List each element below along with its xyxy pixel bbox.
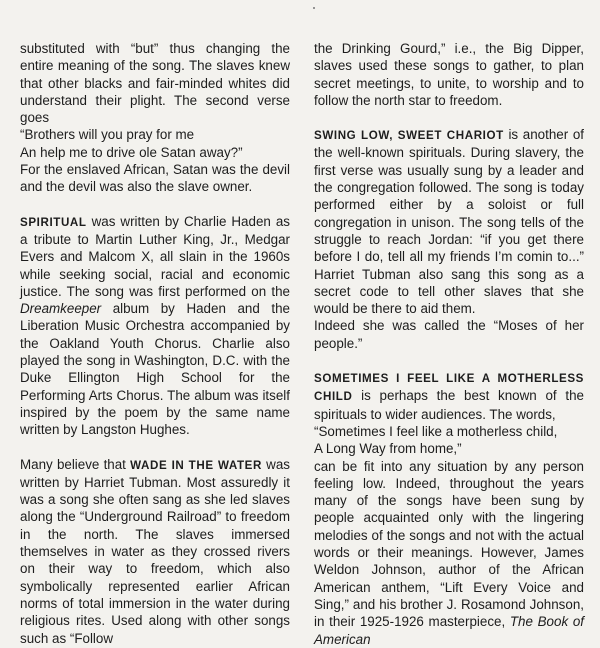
swing-paragraph: SWING LOW, SWEET CHARIOT is another of the well-known spirituals. During slavery, the first verse was usually sung by a leader and the congregation followed. The song is today performed either by a soloist or full congregation in unison. The song tells of the struggle to reach Jordan: “if you get there before I do, tell all my friends I’m comin to...” Harriet Tubman also sang this song as a secret code to tell other slaves that she would be there to aid them. [314, 127, 584, 317]
right-column [314, 40, 584, 648]
album-title: Dreamkeeper [20, 301, 102, 317]
quote-line: “Sometimes I feel like a motherless child, [314, 423, 558, 439]
spiritual-paragraph: SPIRITUAL was written by Charlie Haden as a tribute to Martin Luther King, Jr., Medgar Evers and Malcom X, all slain in the 1960s while seeking social, racial and economic justice. The song was first performed on the Dreamkeeper album by Haden and the Liberation Music Orchestra accompanied by the Oakland Youth Chorus. Charlie also played the song in Washington, D.C. with the Duke Ellington High School for the Performing Arts Chorus. The album was itself inspired by the poem by the same name written by Langston Hughes. [20, 213, 290, 438]
swing-conclusion: Indeed she was called the “Moses of her people.” [314, 318, 584, 351]
page-speck [313, 7, 315, 9]
song-title-spiritual: SPIRITUAL [20, 215, 87, 229]
sometimes-paragraph: SOMETIMES I FEEL LIKE A MOTHERLESS CHILD is perhaps the best known of the spirituals to wider audiences. The words, [314, 372, 584, 422]
song-title-swing: SWING LOW, SWEET CHARIOT [314, 129, 504, 143]
sometimes-continuation: can be fit into any situation by any person feeling low. Indeed, throughout the years many of the songs have been sung by people acquainted only with the lingering melodies of the songs and not with the actual words or their meanings. However, James Weldon Johnson, author of the African American anthem, “Lift Every Voice and Sing,” and his brother J. Rosamond Johnson, in their 1925-1926 masterpiece, The Book of American [314, 458, 584, 647]
verse-line: An help me to drive ole Satan away?” [20, 144, 243, 160]
left-column [20, 40, 290, 647]
book-title: The Book of American [314, 614, 584, 647]
quote-line: A Long Way from home,” [314, 441, 462, 457]
verse-line: “Brothers will you pray for me [20, 127, 195, 143]
song-title-sometimes: SOMETIMES I FEEL LIKE A MOTHERLESS CHILD [314, 372, 584, 404]
song-title-wade: WADE IN THE WATER [130, 458, 262, 472]
intro-conclusion: For the enslaved African, Satan was the devil and the devil was also the slave owner. [20, 162, 290, 195]
wade-paragraph: Many believe that WADE IN THE WATER was written by Harriet Tubman. Most assuredly it was a song she often sang as she led slaves along the “Underground Railroad” to freedom in the north. The slaves immersed themselves in water as they crossed rivers on their way to freedom, which also symbolically represented earlier African norms of total immersion in the water during religious rites. Used along with other songs such as “Follow [20, 456, 290, 646]
continuation-paragraph: the Drinking Gourd,” i.e., the Big Dipper, slaves used these songs to gather, to plan secret meetings, to unite, to worship and to follow the north star to freedom. [314, 41, 584, 108]
intro-paragraph: substituted with “but” thus changing the entire meaning of the song. The slaves knew that other blacks and fair-minded whites did understand their plight. The second verse goes [20, 41, 290, 126]
